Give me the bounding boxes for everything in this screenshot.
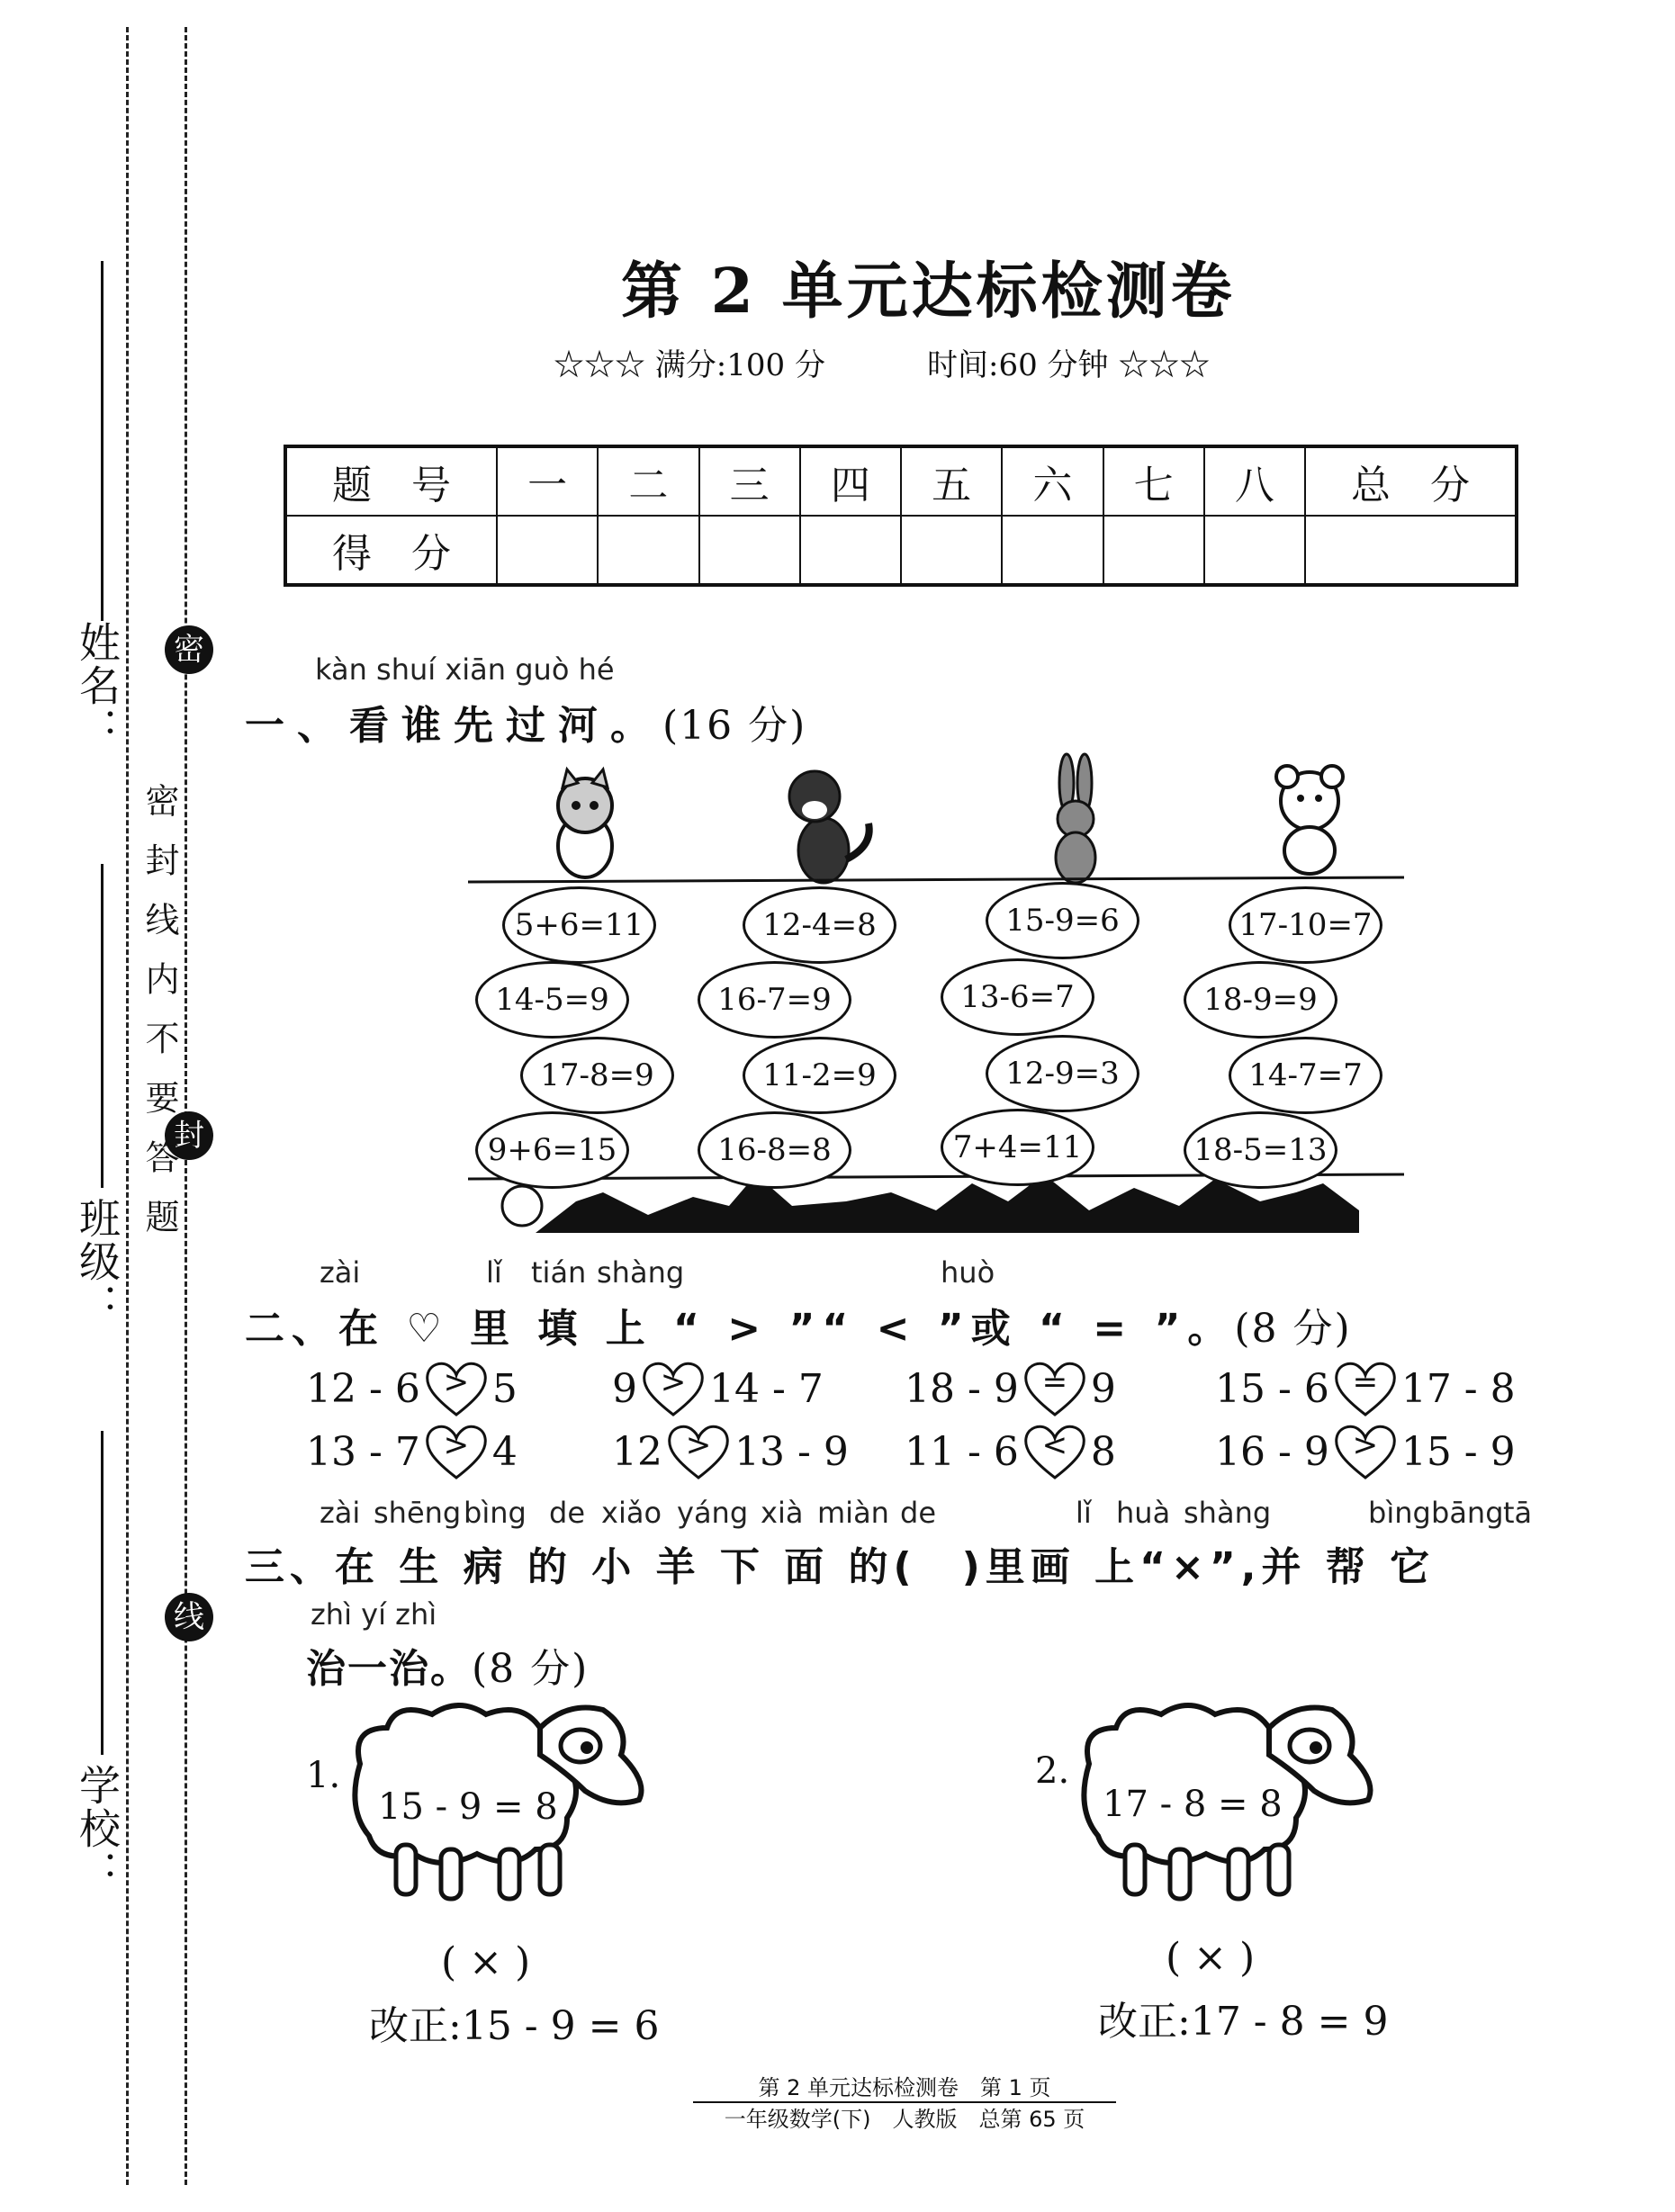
q1-stone: 9+6=15 <box>475 1111 629 1189</box>
q3-pinyin-syllable: xià <box>761 1496 804 1530</box>
name-label: 姓名： <box>73 621 122 751</box>
name-underline <box>101 261 104 621</box>
score-cell: 四 <box>800 446 901 516</box>
q2-pinyin: zài <box>320 1255 361 1290</box>
heart-answer-box[interactable] <box>641 1359 706 1418</box>
sheep-mark[interactable]: ( × ) <box>1166 1935 1256 1981</box>
comparison-right: 4 <box>491 1428 518 1475</box>
q1-score: (16 分) <box>662 703 807 749</box>
score-input-cell[interactable] <box>901 516 1002 585</box>
q3-pinyin-syllable: huà <box>1116 1496 1171 1530</box>
sheep-correction: 改正:15 - 9 = 6 <box>369 2003 660 2049</box>
sheep-mark[interactable]: ( × ) <box>441 1939 531 1985</box>
q3-pinyin-syllable: tā <box>1503 1496 1533 1530</box>
score-cell: 七 <box>1103 446 1204 516</box>
q3-pinyin-syllable: shēng <box>374 1496 462 1530</box>
score-cell: 八 <box>1204 446 1305 516</box>
class-label: 班级： <box>73 1197 122 1326</box>
sheep-equation: 17 - 8 = 8 <box>1103 1784 1283 1825</box>
footer-line2: 一年级数学(下) 人教版 总第 65 页 <box>724 2107 1085 2132</box>
q2-heading <box>245 1296 1352 1353</box>
school-underline <box>101 1431 104 1755</box>
q2-pinyin: shàng <box>597 1255 685 1290</box>
q1-stone: 11-2=9 <box>743 1037 896 1114</box>
comparison-item <box>612 1422 849 1481</box>
q3-heading-line2-text: 治一治。 <box>306 1646 472 1692</box>
score-table-header-row <box>285 446 1517 516</box>
q1-stone: 18-5=13 <box>1184 1111 1337 1189</box>
comparison-right: 15 - 9 <box>1400 1428 1516 1475</box>
comparison-left: 12 <box>612 1428 662 1475</box>
score-table <box>284 445 1518 587</box>
q1-stone: 14-5=9 <box>475 961 629 1039</box>
q3-pinyin-syllable: yáng <box>677 1496 749 1530</box>
comparison-sign: > <box>443 1427 470 1463</box>
score-cell: 五 <box>901 446 1002 516</box>
cat-icon <box>540 765 630 882</box>
q1-heading-text: 一、看谁先过河。 <box>245 703 662 749</box>
q1-stone: 17-10=7 <box>1229 886 1382 964</box>
sheep-equation: 15 - 9 = 8 <box>378 1786 558 1828</box>
score-row-label: 得 分 <box>285 516 497 585</box>
heart-answer-box[interactable] <box>424 1422 489 1481</box>
score-cell: 一 <box>497 446 598 516</box>
score-input-cell[interactable] <box>1103 516 1204 585</box>
comparison-item <box>612 1359 824 1418</box>
q1-stone: 16-8=8 <box>698 1111 851 1189</box>
page-title: 第 2 单元达标检测卷 <box>621 256 1236 328</box>
score-input-cell[interactable] <box>1204 516 1305 585</box>
score-input-cell[interactable] <box>1002 516 1103 585</box>
comparison-left: 13 - 7 <box>306 1428 420 1475</box>
q1-pinyin: kàn shuí xiān guò hé <box>315 652 615 687</box>
seal-char-mi: 密 <box>165 625 213 674</box>
footer-line1: 第 2 单元达标检测卷 第 1 页 <box>758 2075 1051 2100</box>
score-input-cell[interactable] <box>497 516 598 585</box>
q3-pinyin-syllable: lǐ <box>1076 1496 1092 1530</box>
q1-stone: 16-7=9 <box>698 961 851 1039</box>
comparison-item <box>905 1422 1116 1481</box>
comparison-left: 9 <box>612 1365 637 1412</box>
score-cell: 三 <box>699 446 800 516</box>
sheep-correction: 改正:17 - 8 = 9 <box>1098 1999 1389 2045</box>
comparison-sign: = <box>1352 1364 1379 1400</box>
comparison-sign: > <box>443 1364 470 1400</box>
q3-pinyin-line2: zhì yí zhì <box>311 1597 437 1632</box>
subtitle-time: 时间:60 分钟 ☆☆☆ <box>927 347 1211 383</box>
score-cell: 二 <box>598 446 698 516</box>
comparison-sign: > <box>1352 1427 1379 1463</box>
heart-answer-box[interactable] <box>424 1359 489 1418</box>
comparison-left: 16 - 9 <box>1215 1428 1329 1475</box>
heart-answer-box[interactable] <box>1022 1422 1087 1481</box>
q3-pinyin-syllable: bāng <box>1431 1496 1504 1530</box>
q3-pinyin-syllable: bìng <box>1368 1496 1431 1530</box>
comparison-item <box>1215 1422 1516 1481</box>
footer-line2-wrap <box>693 2101 1116 2133</box>
heart-answer-box[interactable] <box>666 1422 731 1481</box>
seal-char-feng: 封 <box>165 1111 213 1160</box>
comparison-right: 5 <box>491 1365 518 1412</box>
q1-stone: 12-4=8 <box>743 886 896 964</box>
q3-pinyin-syllable: xiǎo <box>601 1496 662 1530</box>
q1-stone: 17-8=9 <box>520 1037 674 1114</box>
heart-answer-box[interactable] <box>1022 1359 1087 1418</box>
comparison-right: 13 - 9 <box>734 1428 849 1475</box>
q2-pinyin: lǐ <box>486 1255 502 1290</box>
q1-stone: 15-9=6 <box>986 882 1139 959</box>
score-input-cell[interactable] <box>1305 516 1517 585</box>
rabbit-icon <box>1035 751 1116 886</box>
subtitle-score: ☆☆☆ 满分:100 分 <box>554 347 825 383</box>
comparison-item <box>905 1359 1116 1418</box>
score-cell: 六 <box>1002 446 1103 516</box>
q3-heading-line1: 三、在 生 病 的 小 羊 下 面 的( )里画 上“×”,并 帮 它 <box>245 1544 1436 1590</box>
dog-icon <box>774 760 882 886</box>
comparison-item <box>1215 1359 1516 1418</box>
comparison-right: 14 - 7 <box>709 1365 824 1412</box>
comparison-right: 17 - 8 <box>1400 1365 1516 1412</box>
seal-char-xian: 线 <box>165 1593 213 1641</box>
binding-line-inner <box>185 27 187 2185</box>
q1-stone: 5+6=11 <box>502 886 656 964</box>
q1-stone: 12-9=3 <box>986 1035 1139 1112</box>
score-cell: 总 分 <box>1305 446 1517 516</box>
comparison-sign: < <box>1041 1427 1068 1463</box>
comparison-left: 15 - 6 <box>1215 1365 1329 1412</box>
q2-score: (8 分) <box>1234 1306 1352 1352</box>
sheep-number: 2. <box>1035 1750 1070 1792</box>
q1-stone: 7+4=11 <box>941 1109 1094 1186</box>
q3-pinyin-syllable: de <box>549 1496 585 1530</box>
q1-stone: 18-9=9 <box>1184 961 1337 1039</box>
q1-stone: 14-7=7 <box>1229 1037 1382 1114</box>
q2-heading-text: 二、在 ♡ 里 填 上 “ > ”“ < ”或 “ = ”。 <box>245 1306 1235 1352</box>
class-underline <box>101 864 104 1188</box>
comparison-left: 11 - 6 <box>905 1428 1019 1475</box>
q2-pinyin: huò <box>941 1255 995 1290</box>
seal-warning: 密封线内不要答题 <box>140 783 179 1258</box>
score-input-cell[interactable] <box>598 516 698 585</box>
sheep-number: 1. <box>306 1755 341 1796</box>
comparison-left: 12 - 6 <box>306 1365 420 1412</box>
q3-score: (8 分) <box>472 1646 590 1692</box>
q3-pinyin-syllable: bìng <box>464 1496 527 1530</box>
comparison-sign: = <box>1041 1364 1068 1400</box>
comparison-left: 18 - 9 <box>905 1365 1019 1412</box>
q1-stone: 13-6=7 <box>941 958 1094 1036</box>
score-table-score-row <box>285 516 1517 585</box>
heart-answer-box[interactable] <box>1333 1359 1398 1418</box>
comparison-sign: > <box>660 1364 687 1400</box>
comparison-sign: > <box>685 1427 712 1463</box>
q3-pinyin-syllable: shàng <box>1184 1496 1272 1530</box>
comparison-right: 9 <box>1090 1365 1116 1412</box>
footer-line1-wrap <box>693 2070 1116 2103</box>
q2-pinyin: tián <box>531 1255 587 1290</box>
score-input-cell[interactable] <box>699 516 800 585</box>
q3-pinyin-syllable: de <box>900 1496 936 1530</box>
comparison-right: 8 <box>1090 1428 1116 1475</box>
q3-heading-line2 <box>306 1636 589 1694</box>
heart-answer-box[interactable] <box>1333 1422 1398 1481</box>
comparison-item <box>306 1422 518 1481</box>
q3-pinyin-syllable: miàn <box>817 1496 889 1530</box>
comparison-item <box>306 1359 518 1418</box>
score-cell: 题 号 <box>285 446 497 516</box>
school-label: 学校： <box>73 1764 122 1893</box>
q1-heading <box>245 693 806 751</box>
bear-icon <box>1265 760 1355 877</box>
q3-pinyin-syllable: zài <box>320 1496 361 1530</box>
score-input-cell[interactable] <box>800 516 901 585</box>
